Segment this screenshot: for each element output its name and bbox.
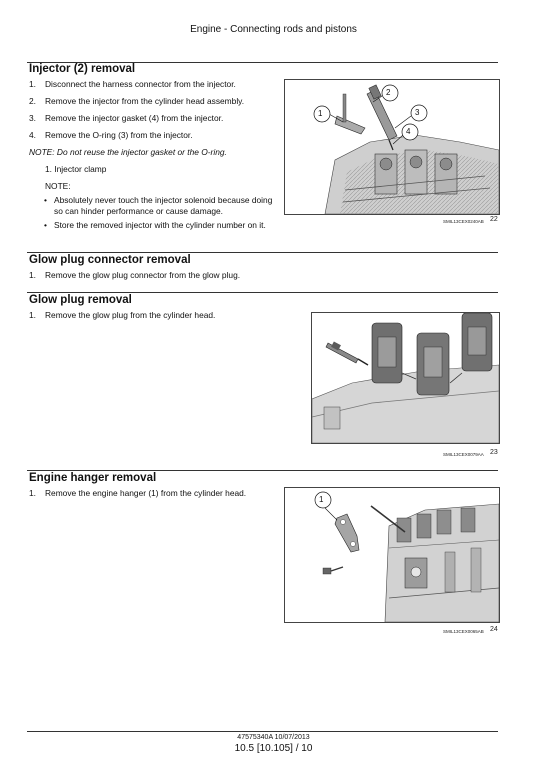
footer-divider (27, 731, 498, 732)
step-item (29, 130, 279, 140)
bullet-text: Absolutely never touch the injector solenoid because doing so can hinder performance or cause damage. (54, 195, 273, 216)
step-number: 1. (29, 488, 36, 498)
callout-label: 1 (318, 109, 323, 118)
step-item (29, 96, 279, 106)
step-text: Remove the injector gasket (4) from the injector. (45, 113, 224, 123)
warning-note: NOTE: Do not reuse the injector gasket or the O-ring. (29, 147, 227, 157)
figure-legend: 1. Injector clamp (45, 164, 107, 174)
glow-plug-illustration (312, 313, 499, 443)
step-text: Remove the injector from the cylinder head assembly. (45, 96, 245, 106)
figure-number: 22 (490, 216, 498, 223)
bullet-item (44, 195, 274, 217)
step-item (29, 79, 279, 89)
step-number: 1. (29, 270, 36, 280)
section-heading-glow-plug: Glow plug removal (29, 294, 132, 306)
page-header-title: Engine - Connecting rods and pistons (190, 24, 357, 35)
callout-label: 3 (415, 108, 420, 117)
step-text: Disconnect the harness connector from the injector. (45, 79, 236, 89)
bullet-dot-icon: • (44, 220, 47, 230)
figure-number: 23 (490, 449, 498, 456)
engine-hanger-illustration (285, 488, 499, 622)
step-number: 2. (29, 96, 36, 106)
callout-label: 2 (386, 88, 391, 97)
footer-doc-id: 47575340A 10/07/2013 (237, 734, 310, 741)
injector-illustration (285, 80, 499, 214)
bullet-item (44, 220, 274, 231)
section-divider (27, 252, 498, 253)
step-text: Remove the O-ring (3) from the injector. (45, 130, 193, 140)
section-heading-engine-hanger: Engine hanger removal (29, 472, 157, 484)
bullet-dot-icon: • (44, 195, 47, 205)
step-number: 1. (29, 310, 36, 320)
step-text: Remove the glow plug from the cylinder head. (45, 310, 216, 320)
bullet-text: Store the removed injector with the cylinder number on it. (54, 220, 266, 230)
step-item (29, 310, 279, 320)
step-item (29, 113, 279, 123)
step-number: 3. (29, 113, 36, 123)
step-number: 4. (29, 130, 36, 140)
figure-code: SMIL13CEX0065AB (443, 629, 484, 634)
figure-glow-plug-removal (311, 312, 500, 444)
section-heading-injector: Injector (2) removal (29, 63, 136, 75)
section-divider (27, 292, 498, 293)
step-text: Remove the engine hanger (1) from the cylinder head. (45, 488, 247, 498)
step-text: Remove the glow plug connector from the glow plug. (45, 270, 241, 280)
footer-page-number: 10.5 [10.105] / 10 (234, 743, 313, 754)
step-number: 1. (29, 79, 36, 89)
figure-engine-hanger-removal (284, 487, 500, 623)
step-item (29, 488, 279, 498)
figure-code: SMIL13CEX0079AA (443, 452, 484, 457)
figure-code: SMIL13CEX0240AB (443, 219, 484, 224)
step-item (29, 270, 279, 280)
figure-number: 24 (490, 626, 498, 633)
section-divider (27, 470, 498, 471)
callout-label: 4 (406, 127, 411, 136)
note-label: NOTE: (45, 181, 71, 191)
callout-label: 1 (319, 495, 324, 504)
section-heading-glow-connector: Glow plug connector removal (29, 254, 191, 266)
figure-injector-removal (284, 79, 500, 215)
